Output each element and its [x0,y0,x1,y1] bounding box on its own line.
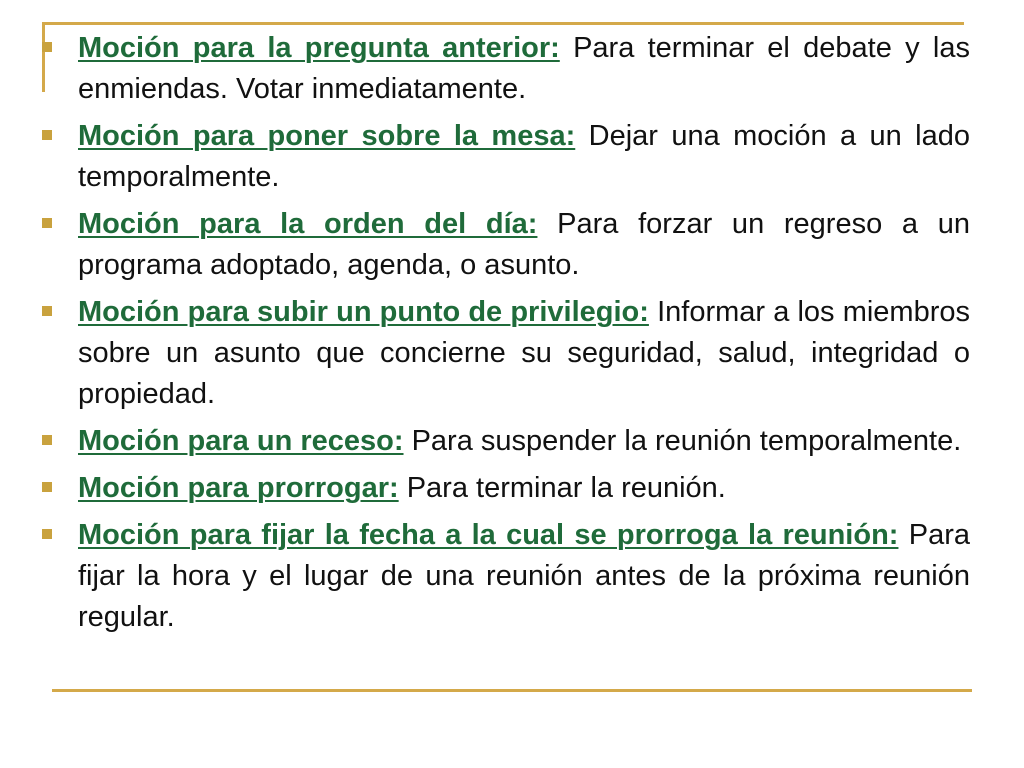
list-item [40,515,970,638]
square-bullet-icon [42,218,52,228]
square-bullet-icon [42,482,52,492]
square-bullet-icon [42,130,52,140]
motion-term: Moción para un receso: [78,425,404,457]
top-rule [42,22,964,25]
motion-description: Para suspender la reunión temporalmente. [403,425,962,457]
list-item [40,468,970,509]
motion-list [40,28,970,644]
square-bullet-icon [42,42,52,52]
list-item [40,28,970,110]
motion-term: Moción para prorrogar: [78,472,399,504]
motion-description: Para fijar la hora y el lugar de una reunión antes de la próxima reunión regular. [78,519,970,633]
motion-description: Para terminar la reunión. [398,472,726,504]
bottom-rule [52,689,972,692]
motion-term: Moción para subir un punto de privilegio: [78,296,649,328]
motion-description: Para terminar el debate y las enmiendas. Votar inmediatamente. [78,32,970,105]
motion-term: Moción para fijar la fecha a la cual se prorroga la reunión: [78,519,899,551]
motion-term: Moción para poner sobre la mesa: [78,120,576,152]
list-item [40,421,970,462]
motion-description: Dejar una moción a un lado temporalmente. [78,120,970,193]
motion-term: Moción para la pregunta anterior: [78,32,560,64]
list-item [40,292,970,415]
list-item [40,204,970,286]
square-bullet-icon [42,529,52,539]
motion-description: Informar a los miembros sobre un asunto que concierne su seguridad, salud, integridad o propiedad. [78,296,971,410]
list-item [40,116,970,198]
square-bullet-icon [42,435,52,445]
motion-description: Para forzar un regreso a un programa adoptado, agenda, o asunto. [78,208,971,281]
motion-term: Moción para la orden del día: [78,208,538,240]
square-bullet-icon [42,306,52,316]
